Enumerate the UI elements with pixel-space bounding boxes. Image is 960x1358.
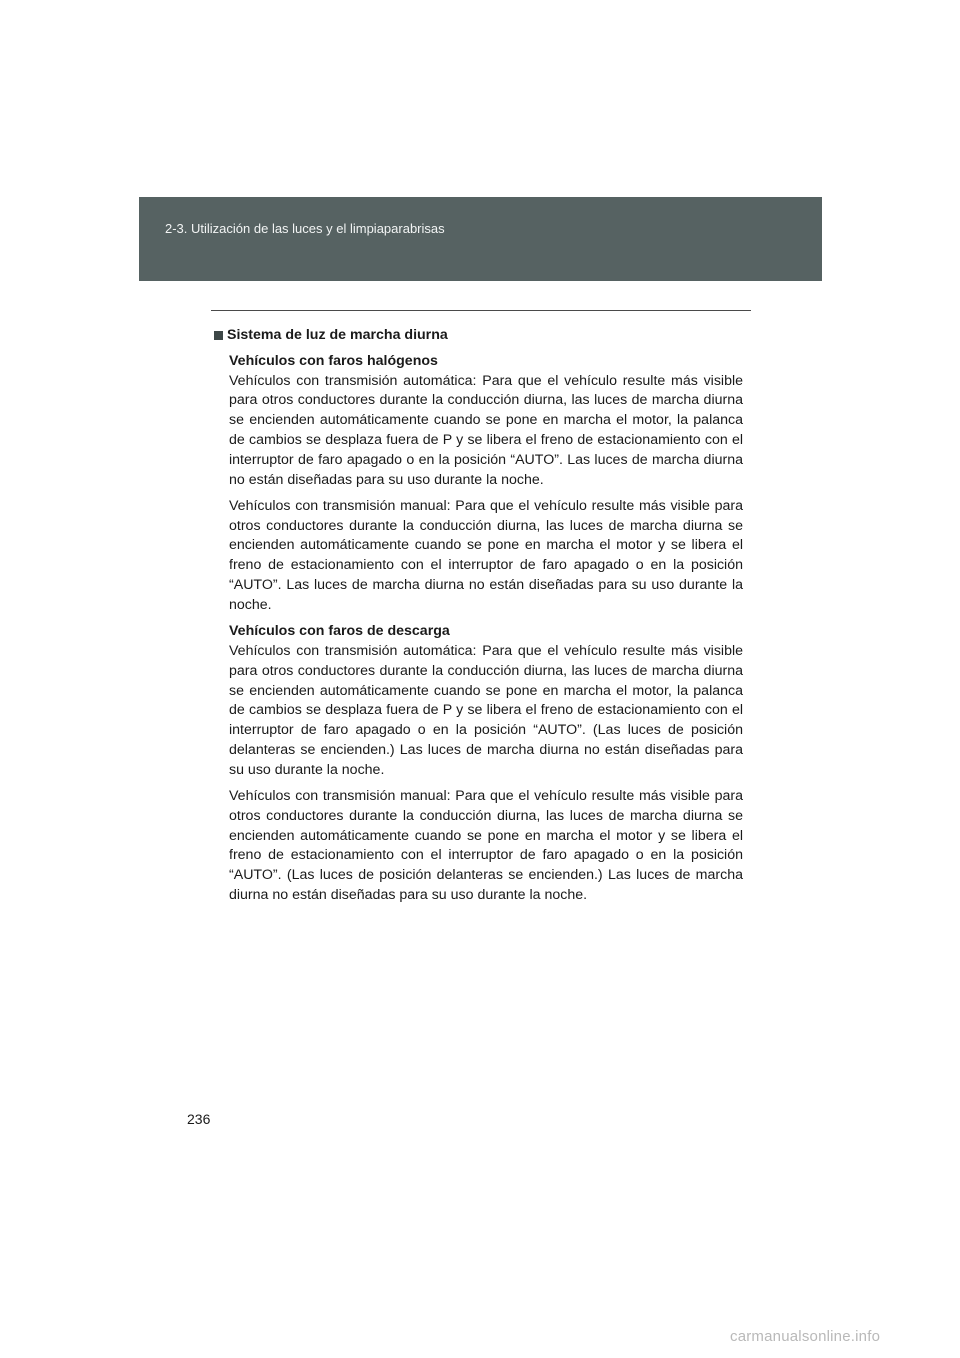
content-block-discharge	[213, 622, 743, 906]
paragraph-halogen-manual: Vehículos con transmisión manual: Para que el vehículo resulte más visible para otros conductores durante la conducción diurna, las luces de marcha diurna se encienden automáticamente cuando se pone en marcha el motor y se libera el freno de estacionamiento con el interruptor de faro apagado o en la posición “AUTO”. Las luces de marcha diurna no están diseñadas para su uso durante la noche.	[229, 497, 743, 613]
watermark-text: carmanualsonline.info	[730, 1328, 881, 1345]
section-title-text: Sistema de luz de marcha diurna	[227, 327, 448, 343]
subhead-discharge: Vehículos con faros de descarga	[229, 623, 450, 640]
section-title	[213, 326, 743, 346]
page-content	[213, 326, 743, 912]
subhead-halogen: Vehículos con faros halógenos	[229, 352, 438, 369]
square-bullet-icon	[214, 331, 223, 340]
paragraph-halogen-automatic: Vehículos con transmisión automática: Para que el vehículo resulte más visible para otros conductores durante la conducción diurna, las luces de marcha diurna se encienden automáticamente cuando se pone en marcha el motor, la palanca de cambios se desplaza fuera de P y se libera el freno de estacionamiento con el interruptor de faro apagado o en la posición “AUTO”. Las luces de marcha diurna no están diseñadas para su uso durante la noche.	[229, 372, 743, 488]
section-header-label: 2-3. Utilización de las luces y el limpiaparabrisas	[165, 221, 445, 236]
content-top-rule	[211, 310, 751, 311]
page-number: 236	[187, 1111, 211, 1127]
section-header-band	[139, 197, 822, 281]
paragraph-discharge-manual: Vehículos con transmisión manual: Para que el vehículo resulte más visible para otros conductores durante la conducción diurna, las luces de marcha diurna se encienden automáticamente cuando se pone en marcha el motor y se libera el freno de estacionamiento con el interruptor de faro apagado o en la posición “AUTO”. (Las luces de posición delanteras se encienden.) Las luces de marcha diurna no están diseñadas para su uso durante la noche.	[229, 788, 743, 904]
paragraph-discharge-automatic: Vehículos con transmisión automática: Para que el vehículo resulte más visible para otros conductores durante la conducción diurna, las luces de marcha diurna se encienden automáticamente cuando se pone en marcha el motor, la palanca de cambios se desplaza fuera de P y se libera el freno de estacionamiento con el interruptor de faro apagado o en la posición “AUTO”. (Las luces de posición delanteras se encienden.) Las luces de marcha diurna no están diseñadas para su uso durante la noche.	[229, 642, 743, 778]
content-block-halogen	[213, 352, 743, 616]
